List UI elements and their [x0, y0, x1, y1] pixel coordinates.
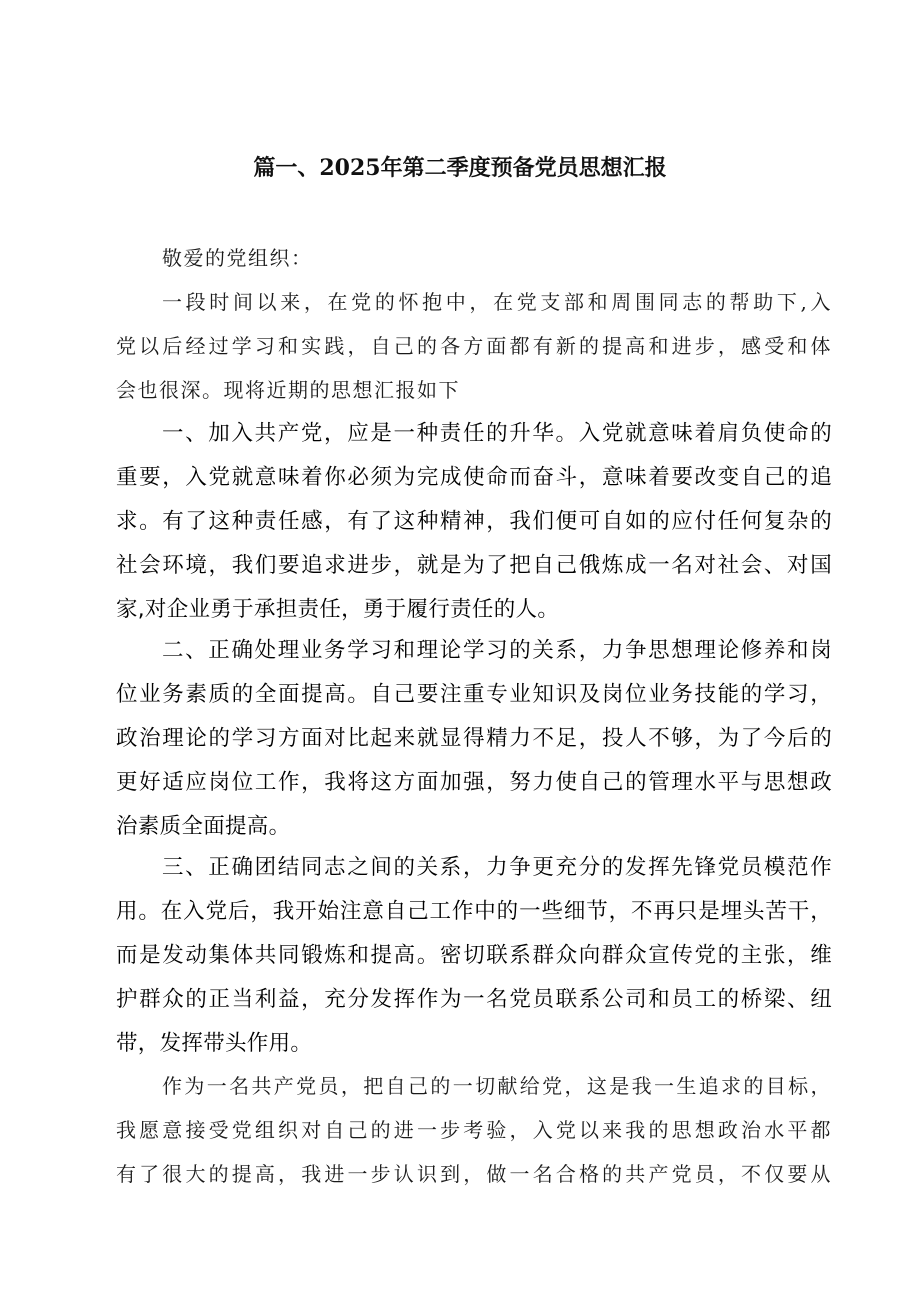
salutation: 敬爱的党组织： [162, 246, 313, 270]
intro-line: 党以后经过学习和实践，自己的各方面都有新的提高和进步，感受和体 [116, 334, 832, 358]
section-one [116, 412, 832, 632]
section-three [116, 846, 832, 1066]
section-two-line: 政治理论的学习方面对比起来就显得精力不足，投人不够，为了今后的 [116, 726, 832, 751]
section-one-line: 家,对企业勇于承担责任，勇于履行责任的人。 [116, 597, 560, 622]
section-three-line: 用。在入党后，我开始注意自己工作中的一些细节，不再只是埋头苦干， [116, 899, 832, 924]
closing-block [116, 1064, 832, 1196]
section-three-line: 而是发动集体共同锻炼和提高。密切联系群众向群众宣传党的主张，维 [116, 943, 832, 968]
section-two-line: 二、正确处理业务学习和理论学习的关系，力争思想理论修养和岗 [162, 638, 832, 663]
section-one-line: 社会环境，我们要追求进步，就是为了把自己俄炼成一名对社会、对国 [116, 553, 832, 578]
section-three-line: 带，发挥带头作用。 [116, 1031, 313, 1056]
document-title: 篇一、2025年第二季度预备党员思想汇报 [253, 155, 667, 181]
section-one-line: 求。有了这种责任感，有了这种精神，我们便可自如的应付任何复杂的 [116, 509, 832, 534]
section-two-line: 治素质全面提高。 [116, 814, 291, 839]
closing-line: 有了很大的提高，我进一步认识到，做一名合格的共产党员，不仅要从 [116, 1162, 832, 1186]
section-three-line: 护群众的正当利益，充分发挥作为一名党员联系公司和员工的桥梁、纽 [116, 987, 832, 1012]
intro-line: 一段时间以来，在党的怀抱中，在党支部和周围同志的帮助下,入 [162, 290, 832, 314]
section-two-line: 位业务素质的全面提高。自己要注重专业知识及岗位业务技能的学习， [116, 682, 832, 707]
closing-line: 作为一名共产党员，把自己的一切献给党，这是我一生追求的目标， [162, 1074, 832, 1098]
section-one-line: 重要，入党就意味着你必须为完成使命而奋斗，意味着要改变自己的追 [116, 465, 832, 490]
section-two-line: 更好适应岗位工作，我将这方面加强，努力使自己的管理水平与思想政 [116, 770, 832, 795]
section-two [116, 629, 832, 849]
section-one-line: 一、加入共产党，应是一种责任的升华。入党就意味着肩负使命的 [162, 421, 832, 446]
closing-line: 我愿意接受党组织对自己的进一步考验，入党以来我的思想政治水平都 [116, 1118, 832, 1142]
intro-line: 会也很深。现将近期的思想汇报如下 [116, 378, 460, 402]
section-three-line: 三、正确团结同志之间的关系，力争更充分的发挥先锋党员模范作 [162, 855, 832, 880]
intro-block [116, 236, 832, 412]
